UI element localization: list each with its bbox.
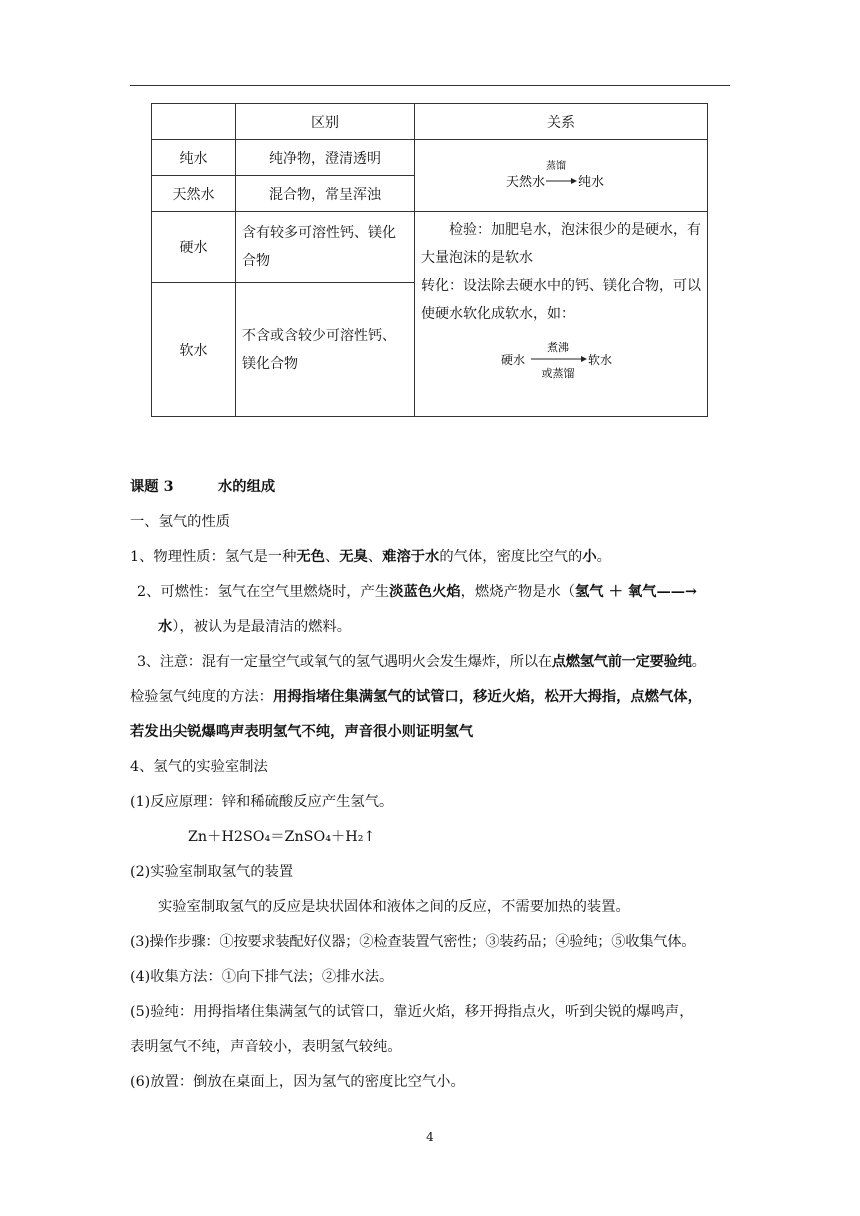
section-label: 课题 3 xyxy=(130,479,174,495)
row-diff-natural-water: 混合物，常呈浑浊 xyxy=(236,176,415,212)
diagram1-to: 纯水 xyxy=(578,174,605,190)
para-placement: (6)放置：倒放在桌面上，因为氢气的密度比空气小。 xyxy=(130,1074,465,1090)
diagram1-from: 天然水 xyxy=(506,174,546,190)
para-combustibility: 2、可燃性：氢气在空气里燃烧时，产生淡蓝色火焰，燃烧产物是水（氢气 ＋ 氧气——→ xyxy=(137,584,698,600)
para-physical-properties: 1、物理性质：氢气是一种无色、无臭、难溶于水的气体，密度比空气的小。 xyxy=(130,549,611,565)
row-diff-pure-water: 纯净物，澄清透明 xyxy=(236,140,415,176)
para-procedure: (3)操作步骤：①按要求装配好仪器；②检查装置气密性；③装药品；④验纯；⑤收集气体。 xyxy=(130,934,696,950)
para-caution: 3、注意：混有一定量空气或氧气的氢气遇明火会发生爆炸，所以在点燃氢气前一定要验纯。 xyxy=(137,654,706,670)
diagram2-to: 软水 xyxy=(588,353,613,367)
para-verify-cont: 表明氢气不纯，声音较小，表明氢气较纯。 xyxy=(130,1039,402,1055)
relation-check-text: 检验：加肥皂水，泡沫很少的是硬水，有大量泡沫的是软水 xyxy=(421,222,701,266)
distillation-diagram xyxy=(506,159,616,193)
relation-convert-text: 转化：设法除去硬水中的钙、镁化合物，可以使硬水软化成软水，如： xyxy=(421,278,701,322)
para-purity-test-cont: 若发出尖锐爆鸣声表明氢气不纯，声音很小则证明氢气 xyxy=(130,724,474,740)
diagram2-via-top: 煮沸 xyxy=(547,341,569,354)
diagram1-via: 蒸馏 xyxy=(546,160,566,172)
diagram2-arrow-head xyxy=(581,356,587,362)
relation-distill-cell xyxy=(415,140,708,212)
para-purity-test: 检验氢气纯度的方法：用拇指堵住集满氢气的试管口，移近火焰，松开大拇指，点燃气体， xyxy=(130,689,702,705)
diagram2-from: 硬水 xyxy=(501,353,526,367)
relation-hard-soft-cell xyxy=(415,212,708,417)
table-header-relation: 关系 xyxy=(415,104,708,140)
row-name-hard-water: 硬水 xyxy=(152,212,236,283)
para-collection: (4)收集方法：①向下排气法；②排水法。 xyxy=(130,969,394,985)
section-body xyxy=(130,470,735,1100)
heading-hydrogen-properties: 一、氢气的性质 xyxy=(130,514,231,530)
softening-diagram xyxy=(501,340,621,380)
table-header-diff: 区别 xyxy=(236,104,415,140)
para-apparatus-heading: (2)实验室制取氢气的装置 xyxy=(130,864,294,880)
row-diff-hard-water: 含有较多可溶性钙、镁化合物 xyxy=(236,212,415,283)
header-rule xyxy=(130,85,730,86)
para-verify: (5)验纯：用拇指堵住集满氢气的试管口，靠近火焰，移开拇指点火，听到尖锐的爆鸣声， xyxy=(130,1004,694,1020)
para-combustibility-cont: 水），被认为是最清洁的燃料。 xyxy=(158,619,352,635)
water-comparison-table xyxy=(151,103,708,417)
section-title: 水的组成 xyxy=(218,479,276,495)
para-apparatus: 实验室制取氢气的反应是块状固体和液体之间的反应，不需要加热的装置。 xyxy=(158,899,630,915)
diagram1-arrow-head xyxy=(571,178,577,184)
page-number: 4 xyxy=(426,1130,434,1144)
table-corner-cell xyxy=(152,104,236,140)
para-reaction-principle: (1)反应原理：锌和稀硫酸反应产生氢气。 xyxy=(130,794,394,810)
row-diff-soft-water: 不含或含较少可溶性钙、镁化合物 xyxy=(236,283,415,417)
heading-lab-preparation: 4、氢气的实验室制法 xyxy=(130,759,268,775)
diagram2-via-bottom: 或蒸馏 xyxy=(541,367,575,380)
section-title-row xyxy=(130,470,735,505)
row-name-pure-water: 纯水 xyxy=(152,140,236,176)
row-name-soft-water: 软水 xyxy=(152,283,236,417)
row-name-natural-water: 天然水 xyxy=(152,176,236,212)
reaction-equation: Zn＋H2SO₄＝ZnSO₄＋H₂↑ xyxy=(188,829,376,845)
